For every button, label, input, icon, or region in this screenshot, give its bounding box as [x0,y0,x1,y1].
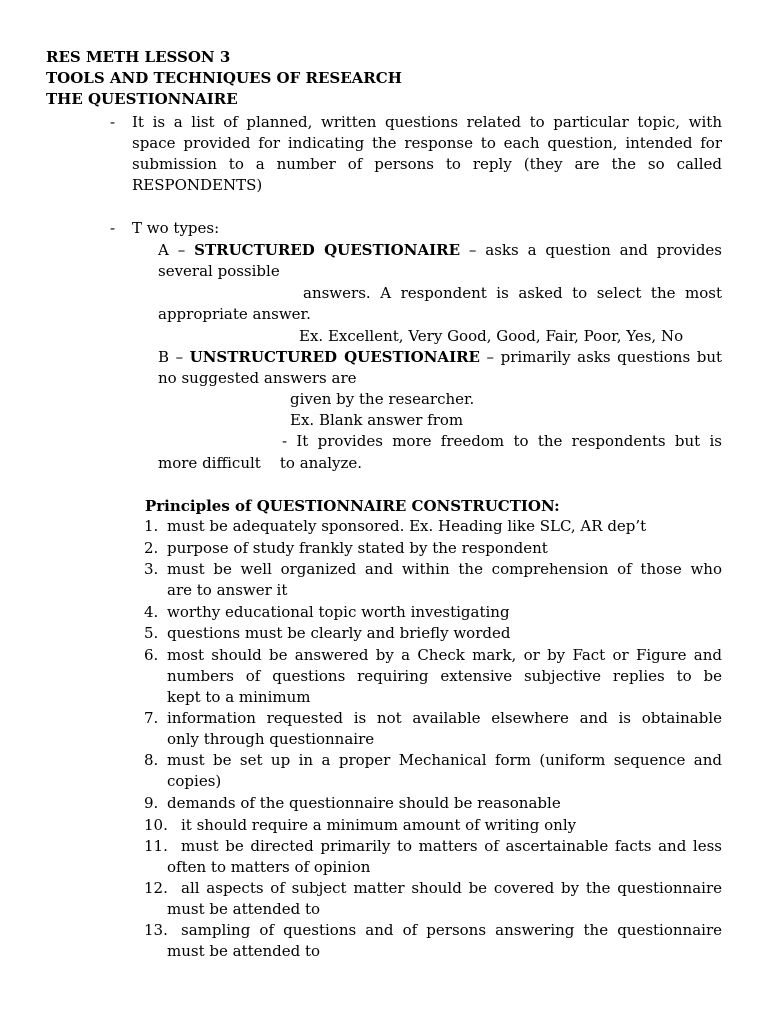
list-item: all aspects of subject matter should be covered by the questionnaire [181,879,722,897]
list-number: 13. [144,921,168,939]
type-b-line [158,347,722,368]
type-a-description: – asks a question and provides [460,241,723,259]
list-item: must be well organized and within the comprehension of those who [167,560,722,578]
type-b-line: no suggested answers are [158,369,357,387]
list-number: 5. [144,624,159,642]
list-number: 6. [144,646,159,664]
list-item: most should be answered by a Check mark, or by Fact or Figure and [167,646,722,664]
section-title: THE QUESTIONNAIRE [46,90,238,108]
type-a-prefix: A – [158,241,195,259]
list-item-continuation: copies) [167,772,222,790]
principles-title: Principles of QUESTIONNAIRE CONSTRUCTION: [145,497,560,515]
list-number: 7. [144,709,159,727]
list-item: must be set up in a proper Mechanical form (uniform sequence and [167,751,722,769]
type-b-line: given by the researcher. [290,390,475,408]
bullet-dash: - [110,113,116,131]
type-a-term: STRUCTURED QUESTIONAIRE [194,241,461,259]
list-item-continuation: often to matters of opinion [167,858,371,876]
list-item: must be adequately sponsored. Ex. Heading like SLC, AR dep’t [167,517,647,535]
definition-line: It is a list of planned, written questions related to particular topic, with [132,113,722,131]
list-number: 4. [144,603,159,621]
list-number: 11. [144,837,168,855]
list-item-continuation: must be attended to [167,900,321,918]
type-a-line [158,240,722,261]
list-item: it should require a minimum amount of writing only [181,816,577,834]
type-b-example: Ex. Blank answer from [290,411,464,429]
list-item-continuation: numbers of questions requiring extensive subjective replies to be [167,667,722,685]
list-item: demands of the questionnaire should be reasonable [167,794,561,812]
list-number: 9. [144,794,159,812]
list-item: must be directed primarily to matters of ascertainable facts and less [181,837,722,855]
type-b-prefix: B – [158,348,190,366]
list-number: 2. [144,539,159,557]
list-number: 10. [144,816,168,834]
definition-line: submission to a number of persons to reply (they are the so called [132,155,722,173]
list-item-continuation: only through questionnaire [167,730,375,748]
list-item-continuation: must be attended to [167,942,321,960]
list-item: purpose of study frankly stated by the respondent [167,539,548,557]
list-item-continuation: kept to a minimum [167,688,311,706]
definition-line: space provided for indicating the response to each question, intended for [132,134,722,152]
list-number: 8. [144,751,159,769]
list-number: 1. [144,517,159,535]
list-item: information requested is not available elsewhere and is obtainable [167,709,722,727]
list-item-continuation: are to answer it [167,581,288,599]
type-a-line: appropriate answer. [158,305,311,323]
type-b-note: - It provides more freedom to the respondents but is [282,432,722,450]
list-item: worthy educational topic worth investigating [167,603,510,621]
type-a-example: Ex. Excellent, Very Good, Good, Fair, Poor, Yes, No [299,327,684,345]
type-a-line: several possible [158,262,280,280]
list-item: questions must be clearly and briefly worded [167,624,511,642]
bullet-dash: - [110,219,116,237]
lesson-subtitle: TOOLS AND TECHNIQUES OF RESEARCH [46,69,402,87]
type-b-description: – primarily asks questions but [480,348,723,366]
type-b-note: more difficult to analyze. [158,454,363,472]
types-intro: T wo types: [132,219,220,237]
type-b-term: UNSTRUCTURED QUESTIONAIRE [189,348,480,366]
list-number: 12. [144,879,168,897]
definition-line: RESPONDENTS) [132,176,263,194]
list-number: 3. [144,560,159,578]
lesson-title: RES METH LESSON 3 [46,48,231,66]
list-item: sampling of questions and of persons answering the questionnaire [181,921,722,939]
type-a-line: answers. A respondent is asked to select the most [303,284,722,302]
